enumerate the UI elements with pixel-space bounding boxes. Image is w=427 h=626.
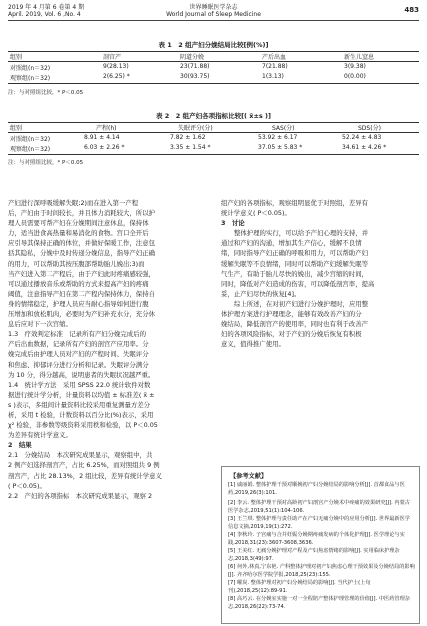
- text-line: 绪，同时指导产妇正确的呼吸和用力，可以帮助产妇: [221, 249, 368, 258]
- table1: [8, 51, 419, 91]
- text-line: 后，产妇由于时间较长，并且体力消耗较大，所以护: [8, 209, 155, 218]
- table-header-cell: 阴道分娩: [180, 54, 205, 61]
- text-line: 的用力，可以帮助其按压腹部帮助胎儿娩出;3)而: [8, 259, 145, 268]
- table2-caption: 表 2 2 组产妇各项指标比较[( x̄±s )]: [156, 112, 271, 120]
- left-column-body: [8, 198, 209, 501]
- table-cell: 观察组(n＝32): [10, 75, 51, 82]
- text-line: 析，采用 t 检验，计数资料以百分比(%)表示，采用: [8, 410, 154, 419]
- table1-bottom-rule: [8, 83, 419, 84]
- table2-header-row: [8, 122, 419, 132]
- header-divider: [8, 20, 419, 21]
- table-cell: 对照组(n＝32): [10, 136, 51, 143]
- table-cell: 34.61 ± 4.26 *: [342, 144, 387, 151]
- text-line: ( P＜0.05)。: [8, 481, 46, 490]
- table-cell: 9(28.13): [103, 63, 129, 70]
- text-line: 应引导其保持正确的体位，并做好保暖工作，注意包: [8, 239, 155, 248]
- text-line: s )表示，多组间计量资料比较采用重复测量方差分: [8, 400, 151, 409]
- text-line: 压增加和放松肌肉，必要时为产妇补充水分，充分休: [8, 310, 155, 319]
- reference-item: [2] 李云. 整体护理干预对高龄初产妇剖宫产分娩术中疼痛的效果研究[J]. 内蒙古医学杂志,2019,51(1):104-106.: [228, 500, 410, 514]
- table-cell: 3.35 ± 1.54 *: [170, 144, 211, 151]
- text-line: 缓解失眠等不良情绪，同时可以帮助产妇缓解失眠等: [221, 259, 368, 268]
- text-line: 剖宫产，占比 28.13%，2 组比较，差异有统计学意义: [8, 471, 162, 480]
- table2-bottom-rule: [8, 154, 419, 155]
- text-line: 1.4 统计学方法 采用 SPSS 22.0 统计软件对数: [8, 380, 151, 389]
- table-header-cell: SAS(分): [272, 125, 295, 132]
- text-line: 娩结局，降低剖宫产的使用率，同时也有利于改善产: [221, 320, 368, 329]
- table-row: [8, 143, 419, 153]
- text-line: 息后应对下一次宫缩。: [8, 320, 72, 329]
- text-line: 和焦虑、抑郁评分进行分析和记录。失眠评分满分: [8, 360, 149, 369]
- text-line: 通过和产妇的沟通，增加其生产信心，缓解不良情: [221, 239, 362, 248]
- table-cell: 对照组(n＝32): [10, 65, 51, 72]
- table-cell: 7(21.88): [262, 63, 288, 70]
- table-cell: 53.92 ± 6.17: [258, 134, 298, 141]
- journal-title: [8, 4, 419, 18]
- text-line: 产后出血数据，记录所有产妇的剖宫产应用率。分: [8, 340, 149, 349]
- table-cell: 3(9.38): [344, 63, 366, 70]
- text-line: χ² 检验，非参数等级资料采用秩和检验，以 P＜0.05: [8, 421, 158, 430]
- table-header-cell: 产程(h): [96, 125, 117, 132]
- table-cell: 0(0.00): [344, 73, 366, 80]
- table2-header-rule: [8, 132, 419, 133]
- table-header-cell: 剖宫产: [103, 54, 122, 61]
- text-line: 2.2 产妇的各项指标 本次研究成果显示，观察 2: [8, 491, 153, 500]
- journal-title-en: World Journal of Sleep Medicine: [166, 11, 261, 18]
- reference-item: [7] 曜炭. 整体护理对初产妇分娩结局的影响[J]. 当代护士(上旬刊),2018,25(12):89-91.: [228, 580, 371, 594]
- table-row: [8, 133, 419, 143]
- reference-item: [1] 戚丽娟. 整体护理干预对顺娩初产妇分娩结局的影响分析[J]. 首都食品与医药,2019,26(3):101.: [228, 482, 405, 496]
- reference-item: [8] 高巧云. 在分娩室实施一对一全程陪产整体护理管理的价值[J]. 中医药管理杂志,2018,26(22):73-74.: [228, 596, 410, 610]
- text-line: 娩完成后由护理人员对产妇的产程时间、失眠评分: [8, 350, 149, 359]
- table-cell: 观察组(n＝32): [10, 146, 51, 153]
- text-line: 当产妇进入第二产程后，由于产妇此时疼痛感较强，: [8, 269, 155, 278]
- table-cell: 1(3.13): [262, 73, 284, 80]
- right-column-body: [221, 198, 420, 349]
- text-line: 整体护理的实行，可以给予产妇心理的支持，并: [234, 229, 369, 238]
- table-cell: 6.03 ± 2.26 *: [84, 144, 125, 151]
- reference-item: [4] 李秋玲. 子宫痛与合并妊娠分娩期疼痛发病的个体化护理[J]. 医学理论与实践,2018,31(23):3607-3608,3636.: [228, 532, 405, 546]
- text-line: 据进行统计学分析，计量资料以均值 ± 标准差( x̄ ±: [8, 390, 155, 399]
- text-line: 组产妇的各项指标，观察组明显优于对照组，差异有: [221, 199, 368, 207]
- text-line: 妇的各项风险指标，对于产妇的分娩后恢复有积极: [221, 330, 362, 339]
- text-line: 同时，降低对产妇造成的伤害，可以降低剖宫率，提高: [221, 279, 375, 288]
- table1-header-rule: [8, 61, 419, 62]
- table-header-cell: 组别: [10, 54, 23, 61]
- reference-item: [6] 何外,林真,宁东艳. 产科整体护理对初产妇焦虑心理干预效果及分娩结局的影响[J]. 齐齐哈尔医学院学报,2018,25(23):155.: [228, 564, 415, 578]
- table-cell: 8.91 ± 4.14: [84, 134, 120, 141]
- text-line: 2 结果: [8, 441, 32, 450]
- text-line: 气生产，有助于胎儿尽快的娩出，减少宫缩的时间，: [221, 269, 368, 278]
- table-cell: 23(71.88): [180, 63, 210, 70]
- issue-cn: 2019 年 4 月第 6 卷第 4 期: [8, 4, 85, 11]
- references-heading: 【参考文献】: [230, 473, 268, 480]
- page-number: 483: [404, 6, 419, 14]
- text-line: 1.3 疗效判定标准 记录所有产妇分娩完成后的: [8, 330, 146, 339]
- references-box: [221, 466, 420, 624]
- journal-title-cn: 世界睡眠医学杂志: [189, 4, 238, 11]
- table-cell: 2(6.25) *: [103, 73, 130, 80]
- table-cell: 52.24 ± 4.83: [342, 134, 382, 141]
- text-line: 理人员需要可帮产妇在分娩期间注意休息，保持体: [8, 219, 149, 228]
- text-line: 为差异有统计学意义。: [8, 431, 72, 440]
- text-line: 妥，止产妇尽快的恢复[4]。: [221, 289, 301, 298]
- text-line: 综上所述，在对初产妇进行分娩护理时，应用整: [234, 299, 369, 308]
- table2-note: 注：与对照组比较，* P＜0.05: [8, 160, 84, 166]
- text-line: 统计学意义( P＜0.05)。: [221, 209, 291, 218]
- text-line: 2 例产妇选择剖宫产，占比 6.25%，而对照组共 9 例: [8, 461, 160, 470]
- reference-item: [3] 王兰琪. 整体护理与责任助产在产妇无痛分娩中的应用分析[J]. 世界最新医学信息文摘,2019,19(1):272.: [228, 516, 410, 530]
- text-line: 力，适当进食高热量和易消化的食物。宫口全开后: [8, 229, 149, 238]
- table-cell: 7.82 ± 1.62: [170, 134, 206, 141]
- text-line: 体护理方案进行护理理念，能够有效改善产妇的分: [221, 310, 362, 319]
- table-row: [8, 72, 419, 82]
- table-row: [8, 62, 419, 72]
- text-line: 身的情绪稳定，护理人员应当耐心指导如何进行腹: [8, 299, 149, 308]
- table-header-cell: SDS(分): [358, 125, 381, 132]
- table-header-cell: 失眠评分(分): [178, 125, 213, 132]
- table1-note: 注：与对照组比较，* P＜0.05: [8, 90, 84, 96]
- text-line: 产妇进行深呼吸缓解失眠;2)而在进入第一产程: [8, 199, 139, 207]
- text-line: 2.1 分娩结局 本次研究成果显示，观察组中，共: [8, 451, 153, 460]
- table1-caption: 表 1 2 组产妇分娩结局比较[例(%)]: [158, 41, 269, 49]
- text-line: 为 10 分，得分越高，说明患者的失眠状况越严重。: [8, 370, 155, 379]
- reference-item: [5] 王美红. 无痛分娩护理对产程及产妇焦虑情绪的影响[J]. 实用临床护理杂志,2018,3(49):97.: [228, 548, 400, 562]
- table-header-cell: 组别: [10, 125, 23, 132]
- table-header-cell: 新生儿窒息: [344, 54, 375, 61]
- issue-en: April. 2019, Vol. 6 ,No. 4: [8, 11, 81, 18]
- text-line: 意义，值得推广使用。: [221, 340, 285, 349]
- text-line: 括其隐私，分娩中及时传递分娩信息，指导产妇正确: [8, 249, 155, 258]
- text-line: 阈值，注意指导产妇在第二产程内保持体力，保持自: [8, 289, 155, 298]
- text-line: 3 讨论: [221, 219, 245, 228]
- table-cell: 30(93.75): [180, 73, 210, 80]
- table2: [8, 122, 419, 162]
- table1-header-row: [8, 51, 419, 61]
- table-cell: 37.05 ± 5.83 *: [258, 144, 303, 151]
- text-line: 可以通过播放音乐或帮助的方式来提高产妇的疼痛: [8, 279, 149, 288]
- table-header-cell: 产后出血: [262, 54, 287, 61]
